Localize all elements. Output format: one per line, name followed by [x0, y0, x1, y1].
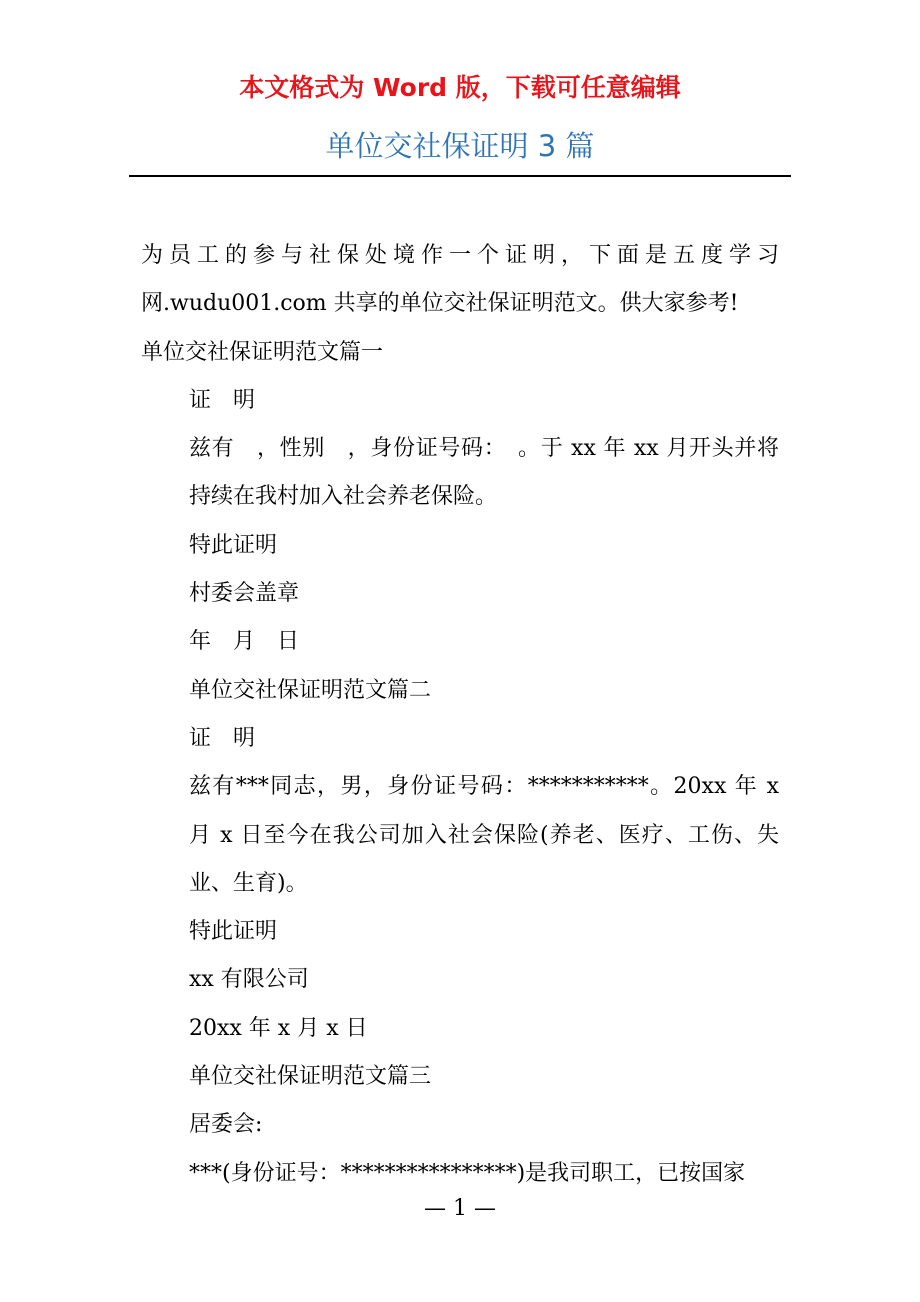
section-heading-2: 单位交社保证明范文篇二 — [189, 677, 432, 703]
certificate-title-2: 证 明 — [189, 725, 256, 751]
certificate-title-1: 证 明 — [189, 387, 256, 413]
intro-paragraph: 为员工的参与社保处境作一个证明，下面是五度学习网.wudu001.com 共享的单位交社保证明范文。供大家参考! — [141, 243, 779, 317]
format-banner: 本文格式为 Word 版，下载可任意编辑 — [239, 73, 681, 102]
certificate-text-3: ***(身份证号：****************)是我司职工，已按国家 — [189, 1160, 746, 1186]
section-heading-3: 单位交社保证明范文篇三 — [189, 1064, 432, 1090]
certificate-text-1: 兹有 ，性别 ，身份证号码： 。于 xx 年 xx 月开头并将持续在我村加入社会养老保险。 — [189, 436, 779, 510]
date-line-1: 年 月 日 — [189, 629, 300, 655]
document-body — [141, 232, 779, 1198]
signer-line-1: 村委会盖章 — [189, 581, 300, 607]
signer-line-2: xx 有限公司 — [189, 967, 309, 993]
page-number: — 1 — — [424, 1196, 496, 1221]
title-divider — [129, 175, 791, 177]
date-line-2: 20xx 年 x 月 x 日 — [189, 1015, 368, 1041]
section-heading-1: 单位交社保证明范文篇一 — [141, 339, 384, 365]
closing-line-1: 特此证明 — [189, 532, 278, 558]
certificate-text-2: 兹有***同志，男，身份证号码：***********。20xx 年 x 月 x 日至今在我公司加入社会保险(养老、医疗、工伤、失业、生育)。 — [189, 774, 779, 896]
document-title: 单位交社保证明 3 篇 — [325, 129, 595, 163]
addressee-line-3: 居委会: — [189, 1112, 263, 1138]
closing-line-2: 特此证明 — [189, 919, 278, 945]
